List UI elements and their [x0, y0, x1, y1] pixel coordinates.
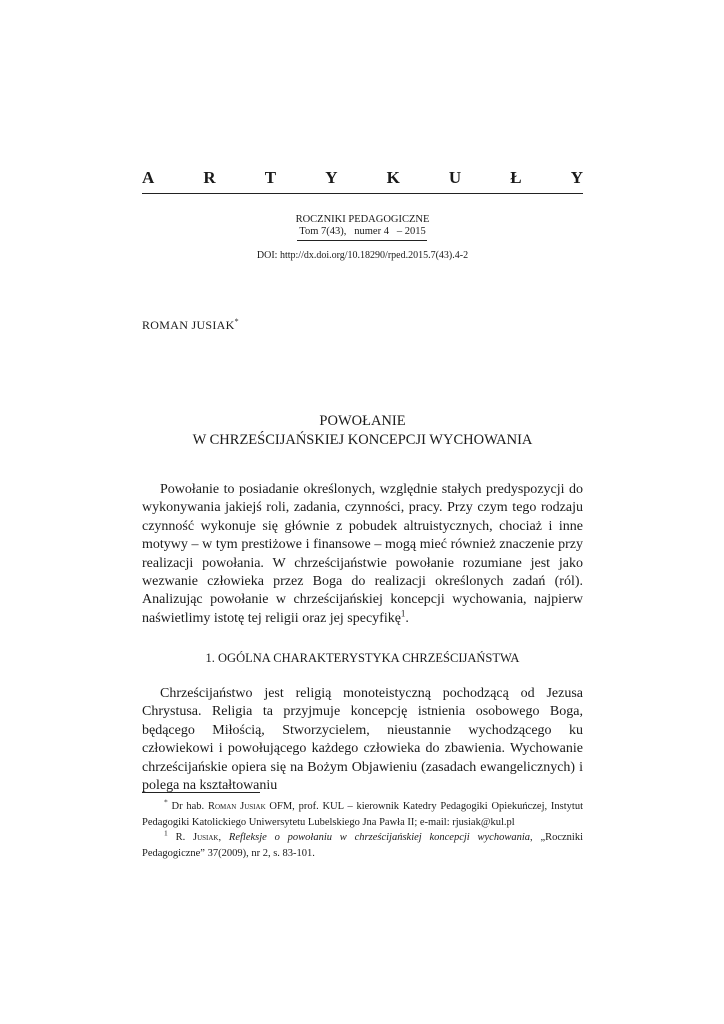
- paragraph-intro: [142, 481, 583, 628]
- article-title: [142, 412, 583, 450]
- section-letter: U: [448, 168, 462, 187]
- section-divider: [142, 193, 583, 194]
- section-letter: A: [142, 168, 155, 187]
- section-letter: Ł: [510, 168, 522, 187]
- footnotes: [142, 799, 583, 861]
- title-line-2: W CHRZEŚCIJAŃSKIEJ KONCEPCJI WYCHOWANIA: [192, 432, 533, 448]
- author-footnote-mark[interactable]: *: [234, 317, 239, 326]
- footnote-divider: [142, 792, 260, 793]
- journal-divider: [297, 240, 427, 241]
- footnote-star-name: Roman Jusiak: [207, 801, 266, 812]
- section-letter: R: [203, 168, 216, 187]
- journal-volume: Tom 7(43), numer 4 – 2015: [299, 226, 426, 237]
- section-heading-1: 1. OGÓLNA CHARAKTERYSTYKA CHRZEŚCIJAŃSTWA: [205, 651, 520, 665]
- section-letter: K: [386, 168, 400, 187]
- paragraph-intro-text: Powołanie to posiadanie określonych, względnie stałych predyspozycji do wykonywania jakiejś roli, zadania, czynności, pracy. Przy czym tego rodzaju czynność wykonuje się głównie z pobudek altruistycznych, chociaż i inne motywy – w tym prestiżowe i finansowe – mogą mieć również znaczenie przy realizacji powołania. W chrześcijaństwie powołanie rozumiane jest jako wezwanie człowieka przez Boga do realizacji określonych zadań (ról). Analizując powołanie w chrześcijańskiej koncepcji wychowania, najpierw naświetlimy istotę tej religii oraz jej specyfikę: [142, 482, 583, 626]
- footnote-1-author: R. Jusiak,: [175, 832, 222, 843]
- footnote-ref-1[interactable]: 1: [400, 608, 406, 619]
- section-letter: Y: [325, 168, 338, 187]
- author-line: [142, 317, 239, 333]
- title-line-1: POWOŁANIE: [319, 413, 406, 429]
- footnote-star-mark: *: [164, 797, 168, 807]
- section-letter: T: [264, 168, 277, 187]
- paragraph-intro-end: .: [405, 610, 409, 626]
- footnote-1-text: , „Roczniki Pedagogiczne” 37(2009), nr 2, s. 83-101.: [142, 832, 584, 859]
- journal-name: ROCZNIKI PEDAGOGICZNE: [295, 214, 430, 225]
- footnote-star: [142, 799, 583, 830]
- section-header: [142, 168, 583, 188]
- paragraph-2: Chrześcijaństwo jest religią monoteistyczną pochodzącą od Jezusa Chrystusa. Religia ta przyjmuje koncepcję istnienia osobowego Boga, będącego Miłością, Stworzycielem, nieustannie wychodzącego ku człowiekowi i powołującego każdego człowieka do zbawienia. Wychowanie chrześcijańskie opiera się na Bożym Objawieniu (zasadach ewangelicznych) i polega na kształtowaniu: [142, 686, 583, 794]
- section-letter: Y: [570, 168, 583, 187]
- footnote-1-title: Refleksje o powołaniu w chrześcijańskiej koncepcji wychowania: [228, 832, 531, 843]
- footnote-star-text: OFM, prof. KUL – kierownik Katedry Pedagogiki Opiekuńczej, Instytut Pedagogiki Katolickiego Uniwersytetu Lubelskiego Jna Pawła II; e-mail: rjusiak@kul.pl: [142, 801, 583, 828]
- footnote-1-mark: 1: [164, 828, 168, 838]
- author-name: ROMAN JUSIAK: [142, 318, 235, 332]
- doi-link[interactable]: DOI: http://dx.doi.org/10.18290/rped.2015.7(43).4-2: [256, 250, 469, 261]
- footnote-1: [142, 830, 583, 861]
- footnote-star-prefix: Dr hab.: [171, 801, 205, 812]
